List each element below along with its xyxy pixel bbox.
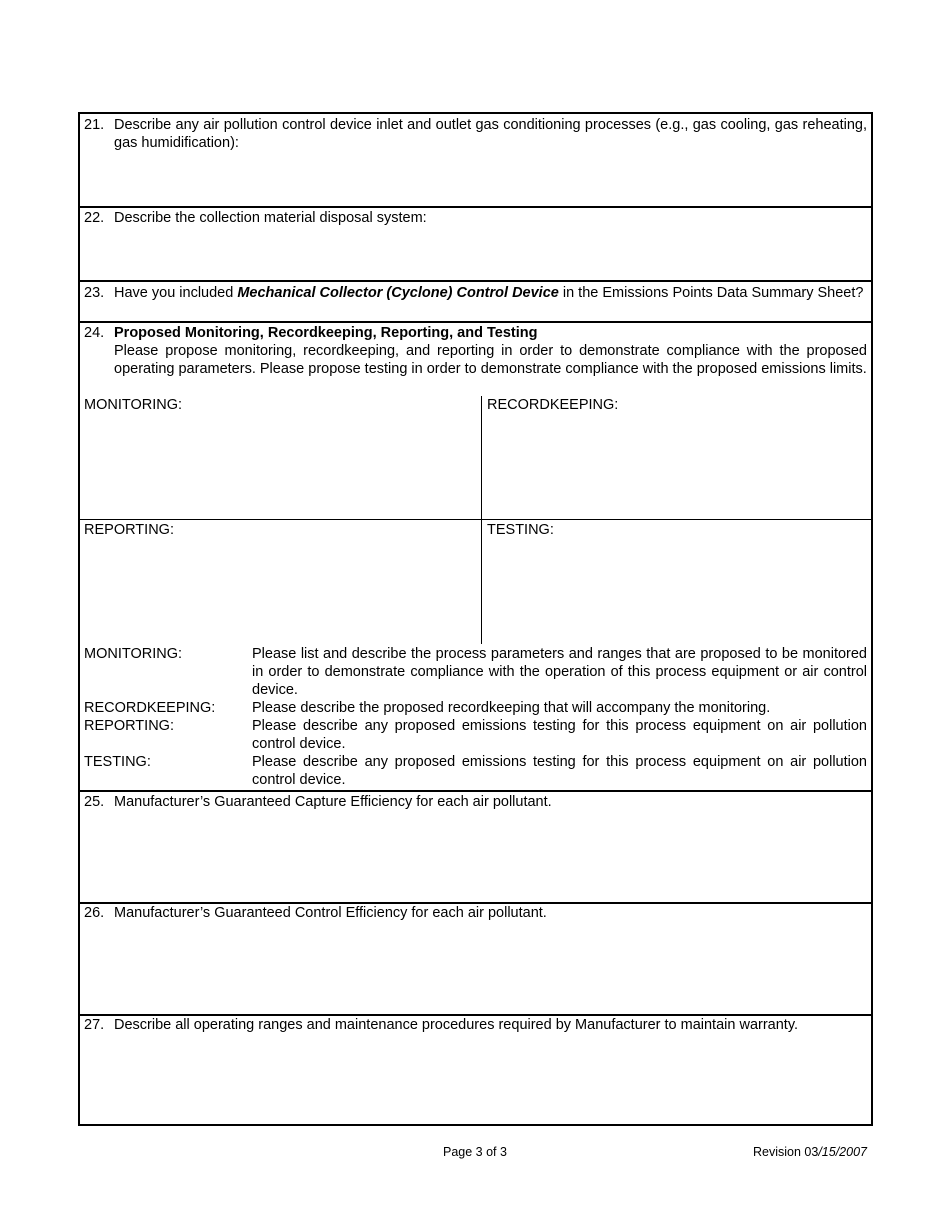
- question-text: Describe any air pollution control device inlet and outlet gas conditioning processes (e.g., gas cooling, gas reheating, gas humidification):: [114, 117, 867, 151]
- question-text: Please propose monitoring, recordkeeping, and reporting in order to demonstrate compliance with the proposed operating parameters. Please propose testing in order to demonstrate compliance with the proposed emissions limits.: [114, 343, 867, 377]
- question-number: 22.: [84, 210, 105, 226]
- question-text: Manufacturer’s Guaranteed Capture Efficiency for each air pollutant.: [114, 794, 552, 810]
- question-23: [84, 283, 867, 303]
- page-number: Page 3 of 3: [443, 1145, 507, 1159]
- question-27: [84, 1016, 867, 1034]
- divider: [80, 790, 871, 792]
- definition-text: Please describe the proposed recordkeeping that will accompany the monitoring.: [252, 700, 771, 716]
- definition-label: RECORDKEEPING:: [84, 700, 216, 716]
- grid-divider-vertical: [481, 396, 482, 644]
- monitoring-label: MONITORING:: [84, 397, 183, 413]
- definition-label: TESTING:: [84, 754, 151, 770]
- question-number: 23.: [84, 285, 105, 301]
- question-26: [84, 904, 867, 922]
- revision: Revision 03/15/2007: [753, 1145, 867, 1159]
- question-text: Manufacturer’s Guaranteed Control Efficiency for each air pollutant.: [114, 905, 547, 921]
- definition-text: Please describe any proposed emissions testing for this process equipment on air pollution control device.: [252, 754, 867, 788]
- definition-label: REPORTING:: [84, 718, 174, 734]
- question-22: [84, 209, 867, 227]
- question-number: 24.: [84, 325, 105, 341]
- question-title: Proposed Monitoring, Recordkeeping, Reporting, and Testing: [114, 325, 538, 341]
- question-number: 26.: [84, 905, 105, 921]
- question-21: [84, 116, 867, 152]
- definition-label: MONITORING:: [84, 646, 183, 662]
- question-text: Describe all operating ranges and maintenance procedures required by Manufacturer to maintain warranty.: [114, 1017, 799, 1033]
- reporting-label: REPORTING:: [84, 522, 174, 538]
- question-number: 25.: [84, 794, 105, 810]
- definition-text: Please describe any proposed emissions testing for this process equipment on air pollution control device.: [252, 718, 867, 752]
- question-text: Describe the collection material disposal system:: [114, 210, 427, 226]
- question-24: [84, 324, 867, 378]
- question-25: [84, 793, 867, 811]
- question-number: 21.: [84, 117, 105, 133]
- permit-form: [78, 112, 873, 1126]
- divider: [80, 280, 871, 282]
- definition-text: Please list and describe the process parameters and ranges that are proposed to be monitored in order to demonstrate compliance with the operation of this process equipment or air control device.: [252, 646, 867, 698]
- grid-divider-horizontal: [80, 519, 871, 520]
- divider: [80, 321, 871, 323]
- question-number: 27.: [84, 1017, 105, 1033]
- testing-label: TESTING:: [487, 522, 554, 538]
- question-text: Have you included Mechanical Collector (Cyclone) Control Device in the Emissions Points Data Summary Sheet?: [114, 285, 864, 301]
- emphasized-device-name: Mechanical Collector (Cyclone) Control Device: [237, 285, 559, 301]
- recordkeeping-label: RECORDKEEPING:: [487, 397, 619, 413]
- divider: [80, 206, 871, 208]
